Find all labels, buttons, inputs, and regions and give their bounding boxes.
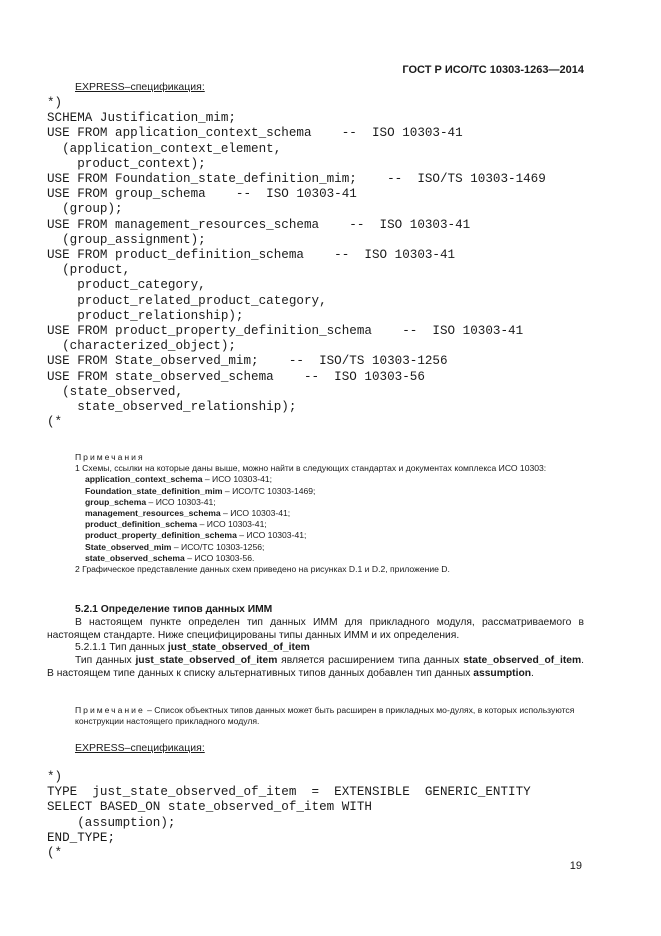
page-number: 19 [569,860,582,872]
reference-standard: – ИСО 10303-41; [197,519,267,530]
section-heading: 5.2.1 Определение типов данных ИММ [75,604,273,615]
p2-text-b: является расширением типа данных [277,655,464,667]
reference-item [47,553,587,564]
reference-schema-name: state_observed_schema [85,552,185,563]
note-1 [47,463,587,474]
p2-base-type: state_observed_of_item [463,655,582,667]
reference-item [47,530,587,541]
reference-schema-name: product_property_definition_schema [85,530,237,541]
reference-item [47,519,587,530]
reference-schema-name: product_definition_schema [85,519,198,530]
p2-text-d: . [531,667,534,679]
note-1-text: 1 Схемы, ссылки на которые даны выше, можно найти в следующих стандартах и документах комплекса ИСО 10303: [75,463,547,474]
subsection-name: just_state_observed_of_item [167,642,310,654]
reference-schema-name: Foundation_state_definition_mim [85,485,223,496]
reference-item [47,508,587,519]
note-3 [47,705,587,727]
subsection-paragraph [47,655,584,681]
express-code-block: *) SCHEMA Justification_mim; USE FROM application_context_schema -- ISO 10303-41 (application_context_element, product_context); USE FROM Foundation_state_definition_mim; -- ISO/TS 10303-1469 USE FROM group_schema -- ISO 10303-41 (group); USE FROM management_resources_schema -- ISO 10303-41 (group_assignment); USE FROM product_definition_schema -- ISO 10303-41 (product, product_category, product_related_product_category, product_relationship); USE FROM product_property_definition_schema -- ISO 10303-41 (characterized_object); USE FROM State_observed_mim; -- ISO/TS 10303-1256 USE FROM state_observed_schema -- ISO 10303-56 (state_observed, state_observed_relationship); (* [47,96,546,430]
reference-schema-name: group_schema [85,496,147,507]
reference-standard: – ИСО/ТС 10303-1256; [171,541,265,552]
reference-standard: – ИСО 10303-56. [184,552,255,563]
subsection-prefix: 5.2.1.1 Тип данных [75,642,168,654]
reference-standard: – ИСО 10303-41; [202,474,273,485]
note-3-text: – Список объектных типов данных может быть расширен в прикладных мо-дулях, в которых используются конструкции настоящего прикладного модуля. [75,705,575,727]
references-list [47,474,587,564]
reference-standard: – ИСО 10303-41; [220,508,291,519]
subsection-heading [47,642,584,655]
p2-text-a: Тип данных [75,655,136,667]
reference-standard: – ИСО 10303-41; [236,530,307,541]
notes-block [47,452,587,575]
express-spec-label-2: EXPRESS–спецификация: [75,742,205,754]
section-paragraph: В настоящем пункте определен тип данных ИММ для прикладного модуля, рассматриваемого в настоящем стандарте. Ниже специфицированы типы данных ИММ и их определения. [47,616,584,641]
p2-text-c: . В настоящем типе данных к списку альтернативных типов данных добавлен тип данных [47,655,585,679]
reference-schema-name: application_context_schema [85,474,203,485]
reference-item [47,474,587,485]
reference-schema-name: management_resources_schema [85,508,221,519]
note-2: 2 Графическое представление данных схем приведено на рисунках D.1 и D.2, приложение D. [75,564,450,575]
document-header: ГОСТ Р ИСО/ТС 10303-1263—2014 [402,64,584,76]
express-spec-label: EXPRESS–спецификация: [75,81,205,93]
reference-standard: – ИСО/ТС 10303-1469; [222,485,316,496]
reference-item [47,497,587,508]
notes-heading: Примечания [75,452,145,462]
section-5-2-1 [47,604,584,681]
reference-schema-name: State_observed_mim [85,541,172,552]
express-code-block-2: *) TYPE just_state_observed_of_item = EXTENSIBLE GENERIC_ENTITY SELECT BASED_ON state_observed_of_item WITH (assumption); END_TYPE; (* [47,770,531,861]
p2-added-type: assumption [473,667,532,679]
note-3-label: Примечание [75,705,145,715]
reference-item [47,542,587,553]
p2-type-name: just_state_observed_of_item [135,655,278,667]
reference-item [47,486,587,497]
reference-standard: – ИСО 10303-41; [146,496,216,507]
